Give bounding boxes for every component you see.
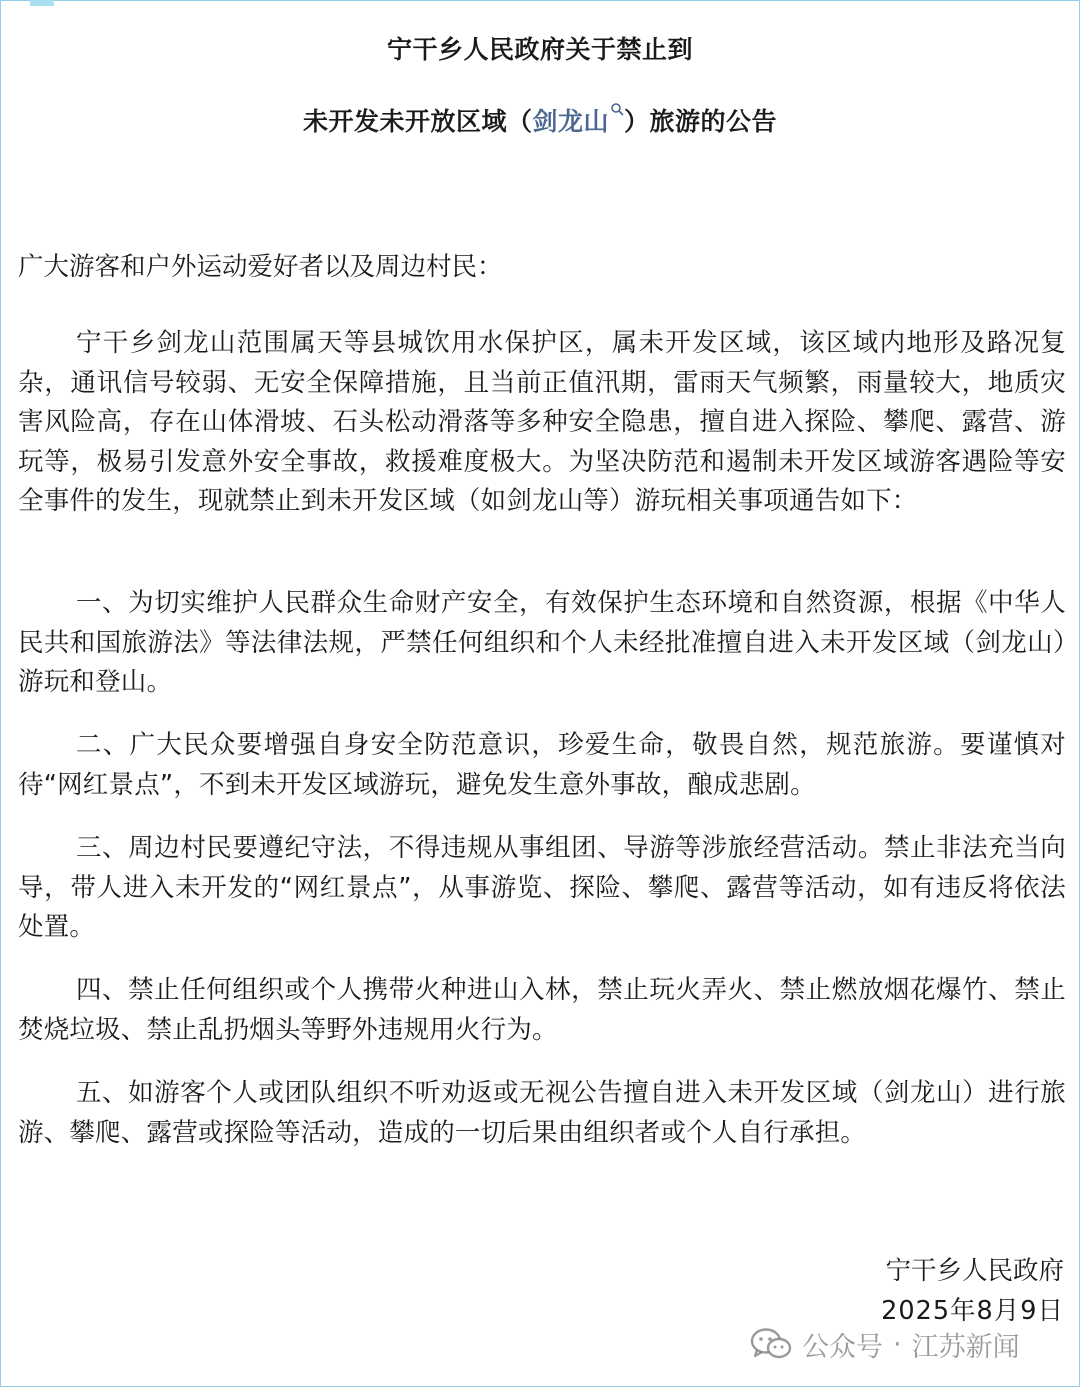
jianlongshan-search-link[interactable]: 剑龙山 <box>532 107 609 136</box>
paragraph-intro: 宁干乡剑龙山范围属天等县城饮用水保护区，属未开发区域，该区域内地形及路况复杂，通讯信号较弱、无安全保障措施，且当前正值汛期，雷雨天气频繁，雨量较大，地质灾害风险高，存在山体滑坡、石头松动滑落等多种安全隐患，擅自进入探险、攀爬、露营、游玩等，极易引发意外安全事故，救援难度极大。为坚决防范和遏制未开发区域游客遇险等安全事件的发生，现就禁止到未开发区域（如剑龙山等）游玩相关事项通告如下： <box>18 328 1066 516</box>
salutation: 广大游客和户外运动爱好者以及周边村民： <box>18 252 503 282</box>
notice-title-line2 <box>0 102 1080 138</box>
watermark <box>750 1322 1020 1366</box>
top-tab-marker <box>30 0 54 6</box>
paragraph-item-1: 一、为切实维护人民群众生命财产安全，有效保护生态环境和自然资源，根据《中华人民共和国旅游法》等法律法规，严禁任何组织和个人未经批准擅自进入未开发区域（剑龙山）游玩和登山。 <box>18 588 1066 697</box>
paragraph-item-5: 五、如游客个人或团队组织不听劝返或无视公告擅自进入未开发区域（剑龙山）进行旅游、攀爬、露营或探险等活动，造成的一切后果由组织者或个人自行承担。 <box>18 1078 1066 1148</box>
signature-date: 2025年8月9日 <box>881 1296 1064 1326</box>
watermark-label: 公众号 <box>802 1331 883 1363</box>
watermark-separator: · <box>893 1328 902 1360</box>
wechat-icon <box>750 1327 792 1361</box>
title-text-after: ）旅游的公告 <box>624 107 778 136</box>
search-icon[interactable] <box>610 102 624 116</box>
signature-organization: 宁干乡人民政府 <box>885 1256 1064 1286</box>
paragraph-item-3: 三、周边村民要遵纪守法，不得违规从事组团、导游等涉旅经营活动。禁止非法充当向导，带人进入未开发的“网红景点”，从事游览、探险、攀爬、露营等活动，如有违反将依法处置。 <box>18 833 1066 942</box>
paragraph-item-4: 四、禁止任何组织或个人携带火种进山入林，禁止玩火弄火、禁止燃放烟花爆竹、禁止焚烧垃圾、禁止乱扔烟头等野外违规用火行为。 <box>18 975 1066 1045</box>
notice-title-line1: 宁干乡人民政府关于禁止到 <box>386 35 693 64</box>
watermark-source: 江苏新闻 <box>911 1331 1020 1363</box>
title-text-before: 未开发未开放区域（ <box>302 107 533 136</box>
paragraph-item-2: 二、广大民众要增强自身安全防范意识，珍爱生命，敬畏自然，规范旅游。要谨慎对待“网红景点”，不到未开发区域游玩，避免发生意外事故，酿成悲剧。 <box>18 730 1066 800</box>
